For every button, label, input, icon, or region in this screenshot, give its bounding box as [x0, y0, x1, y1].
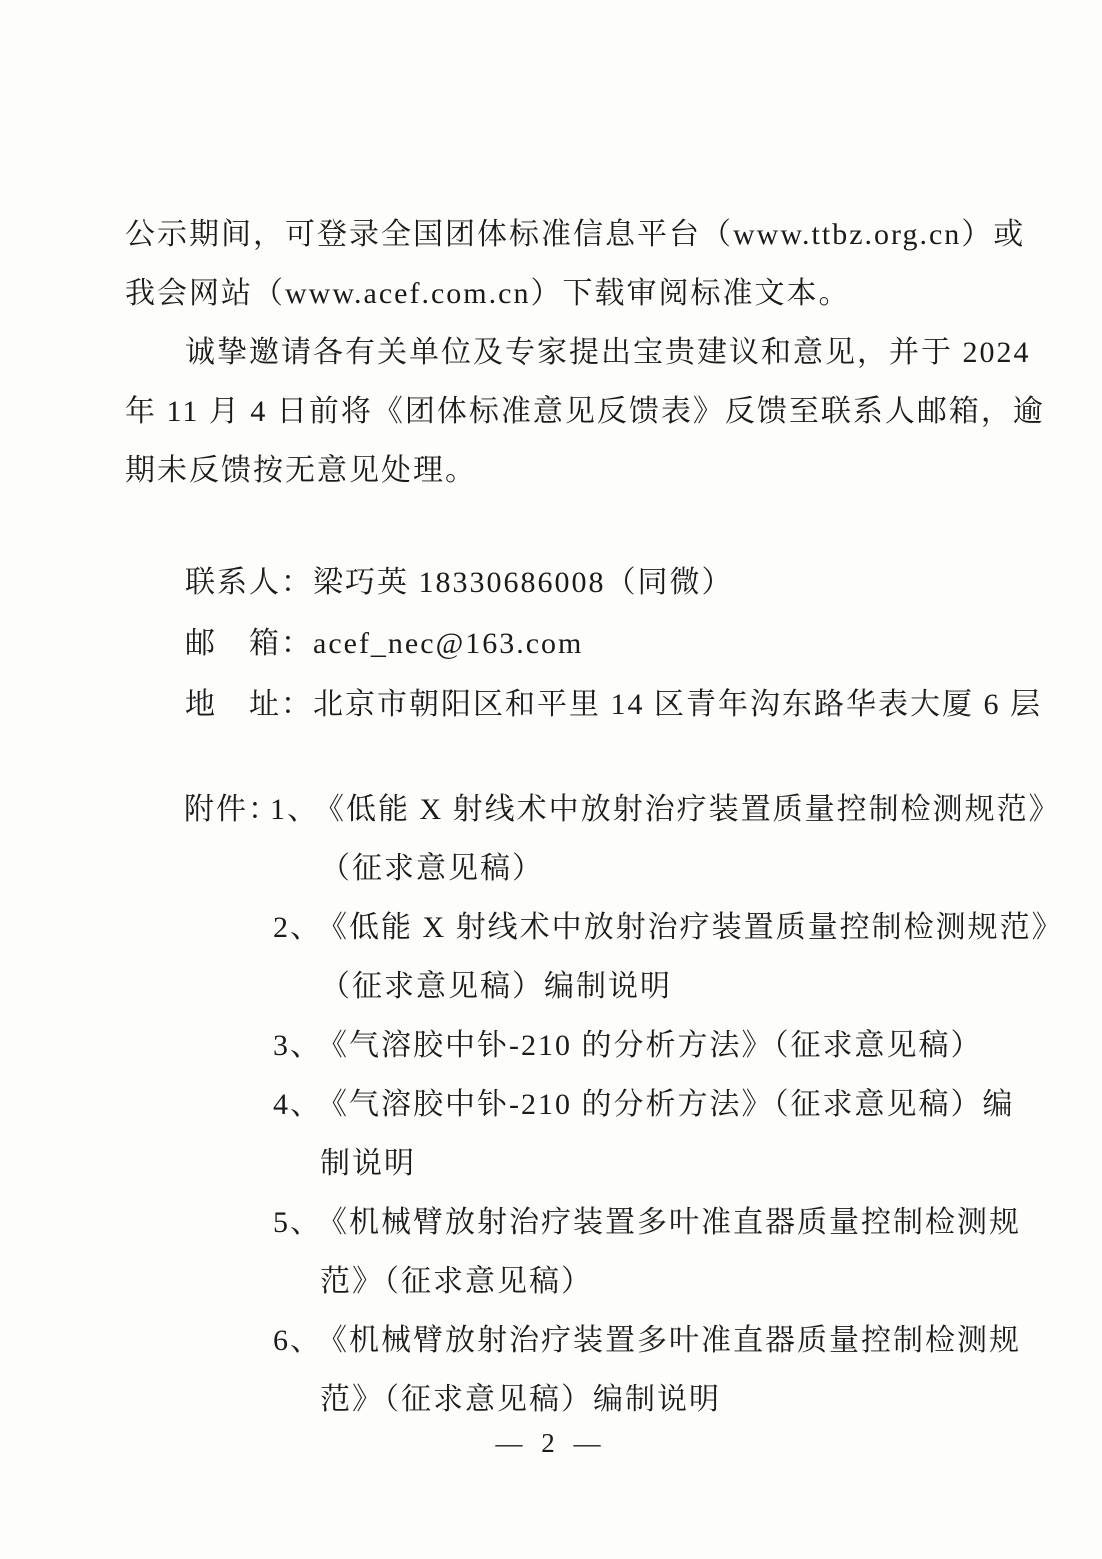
document-body [125, 205, 1064, 1429]
contact-address-value: 北京市朝阳区和平里 14 区青年沟东路华表大厦 6 层 [313, 688, 1042, 721]
attachment-item-2 [125, 898, 1064, 957]
contact-person-value: 梁巧英 18330686008（同微） [313, 566, 734, 599]
attachment-number: 3、 [273, 1029, 322, 1062]
paragraph-line: 年 11 月 4 日前将《团体标准意见反馈表》反馈至联系人邮箱，逾 [125, 395, 1045, 428]
contact-email-line [125, 613, 1002, 674]
attachment-number: 4、 [273, 1088, 322, 1121]
attachment-title: 《机械臂放射治疗装置多叶准直器质量控制检测规 [317, 1206, 1021, 1239]
contact-email-label: 邮 箱： [185, 627, 313, 660]
attachment-item-1-cont: （征求意见稿） [320, 852, 544, 885]
attachment-title: 《低能 X 射线术中放射治疗装置质量控制检测规范》 [317, 911, 1064, 944]
paragraph-download-info [125, 205, 1026, 323]
attachment-number: 5、 [273, 1206, 322, 1239]
attachment-item-6-cont: 范》（征求意见稿）编制说明 [320, 1383, 721, 1416]
contact-email-value: acef_nec@163.com [313, 627, 584, 660]
attachment-item-4 [125, 1075, 1015, 1134]
attachments-label: 附件： [184, 793, 280, 826]
attachments-list [125, 780, 1064, 1429]
attachment-item-4-cont: 制说明 [320, 1147, 416, 1180]
contact-address-label: 地 址： [185, 688, 313, 721]
paragraph-line: 公示期间，可登录全国团体标准信息平台（www.ttbz.org.cn）或 [125, 218, 1026, 251]
attachment-number: 6、 [273, 1324, 322, 1357]
attachment-item-2-cont: （征求意见稿）编制说明 [320, 970, 672, 1003]
page-number: — 2 — [495, 1428, 607, 1458]
attachment-number: 1、 [270, 793, 319, 826]
paragraph-line: 我会网站（www.acef.com.cn）下载审阅标准文本。 [125, 277, 851, 310]
contact-person-label: 联系人： [185, 566, 313, 599]
attachment-number: 2、 [273, 911, 322, 944]
paragraph-line: 诚挚邀请各有关单位及专家提出宝贵建议和意见，并于 2024 [185, 336, 1031, 369]
contact-block [125, 552, 1042, 735]
attachment-item-5 [125, 1193, 1021, 1252]
attachment-title: 《低能 X 射线术中放射治疗装置质量控制检测规范》 [314, 793, 1061, 826]
attachment-item-1 [125, 780, 1061, 839]
attachment-item-5-cont: 范》（征求意见稿） [320, 1265, 593, 1298]
attachment-title: 《机械臂放射治疗装置多叶准直器质量控制检测规 [317, 1324, 1021, 1357]
paragraph-line: 期未反馈按无意见处理。 [125, 454, 477, 487]
attachment-title: 《气溶胶中钋-210 的分析方法》（征求意见稿） [317, 1029, 983, 1062]
attachment-title: 《气溶胶中钋-210 的分析方法》（征求意见稿）编 [317, 1088, 1015, 1121]
paragraph-invitation [125, 323, 1045, 500]
attachment-item-3 [125, 1016, 1002, 1075]
contact-person-line [125, 552, 1002, 613]
attachment-item-6 [125, 1311, 1021, 1370]
contact-address-line [125, 674, 1042, 735]
